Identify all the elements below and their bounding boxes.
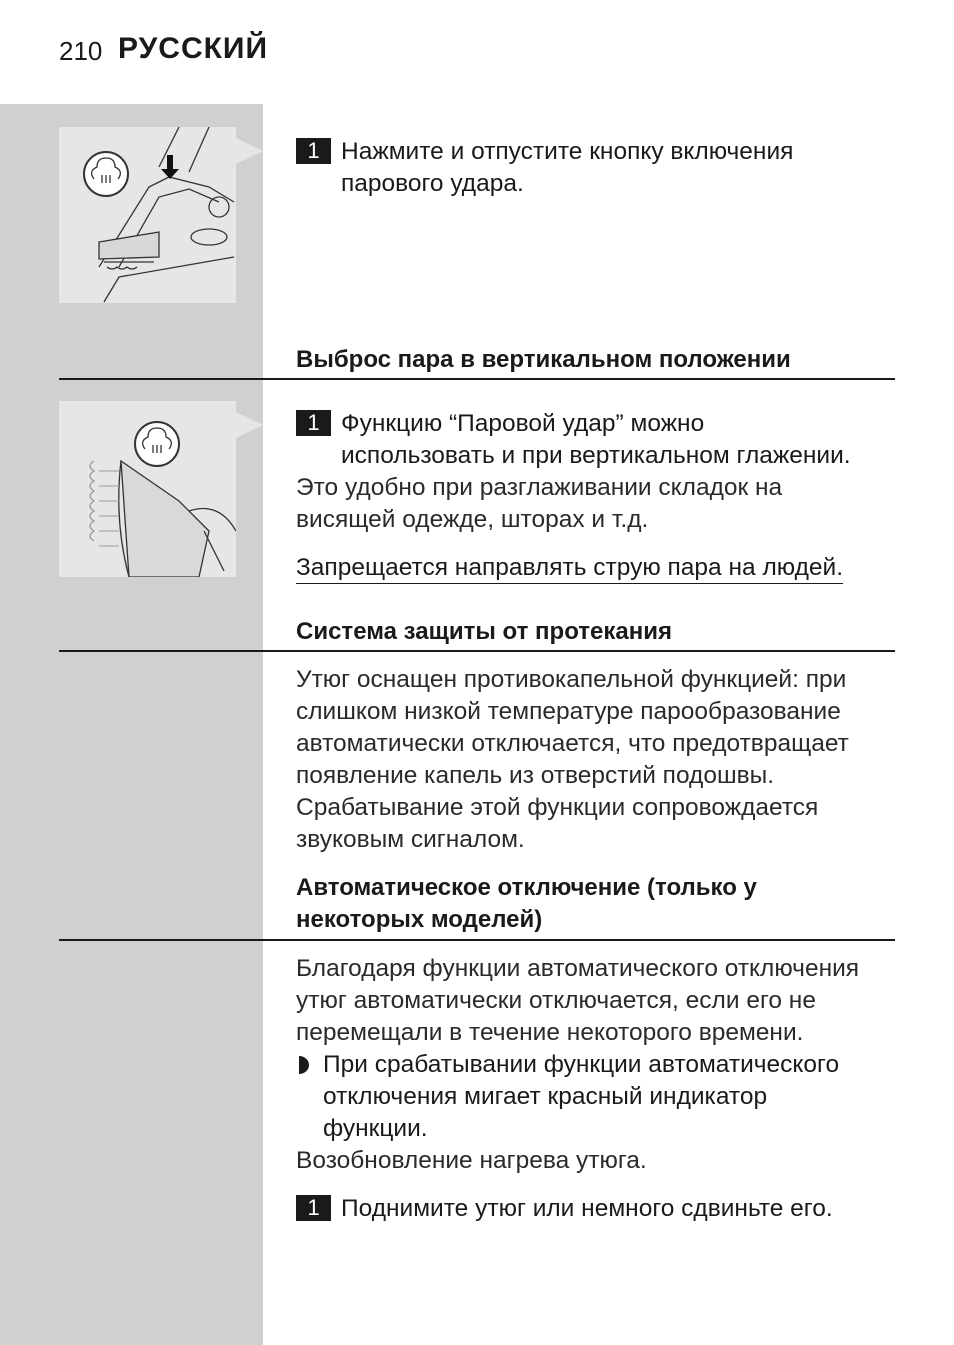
paragraph-line: появление капель из отверстий подошвы. [296,762,775,789]
illustration-vertical-steam [59,401,236,577]
language-heading: РУССКИЙ [118,32,269,65]
page-number: 210 [59,36,103,66]
step-number: 1 [296,138,331,164]
section-rule [59,650,895,652]
paragraph-line: автоматически отключается, что предотвращает [296,730,849,757]
paragraph-line: слишком низкой температуре парообразование [296,698,841,725]
paragraph-line: Возобновление нагрева утюга. [296,1147,647,1174]
bullet-line: отключения мигает красный индикатор [323,1083,768,1110]
section-rule [59,378,895,380]
section-heading: Автоматическое отключение (только у [296,874,757,901]
step-text: использовать и при вертикальном глажении. [341,442,851,469]
paragraph-line: перемещали в течение некоторого времени. [296,1019,804,1046]
illustration-steam-boost [59,127,236,303]
half-circle-bullet-icon [297,1054,311,1081]
section-heading: Выброс пара в вертикальном положении [296,346,791,373]
paragraph-line: Утюг оснащен противокапельной функцией: при [296,666,847,693]
step-text: Поднимите утюг или немного сдвиньте его. [341,1195,833,1222]
section-heading: некоторых моделей) [296,906,543,933]
paragraph-line: Это удобно при разглаживании складок на [296,474,783,501]
paragraph-line: висящей одежде, шторах и т.д. [296,506,649,533]
step-number: 1 [296,410,331,436]
warning-text: Запрещается направлять струю пара на людей. [296,552,843,584]
bullet-line: функции. [323,1115,428,1142]
illustration-pointer [236,412,263,438]
paragraph-line: утюг автоматически отключается, если его не [296,987,816,1014]
bullet-line: При срабатывании функции автоматического [323,1051,840,1078]
step-number: 1 [296,1195,331,1221]
step-text: Функцию “Паровой удар” можно [341,410,705,437]
step-text: Нажмите и отпустите кнопку включения [341,138,794,165]
paragraph-line: Срабатывание этой функции сопровождается [296,794,819,821]
paragraph-line: звуковым сигналом. [296,826,525,853]
illustration-pointer [236,138,263,164]
step-text: парового удара. [341,170,524,197]
section-rule [59,939,895,941]
section-heading: Система защиты от протекания [296,618,672,645]
paragraph-line: Благодаря функции автоматического отключения [296,955,860,982]
